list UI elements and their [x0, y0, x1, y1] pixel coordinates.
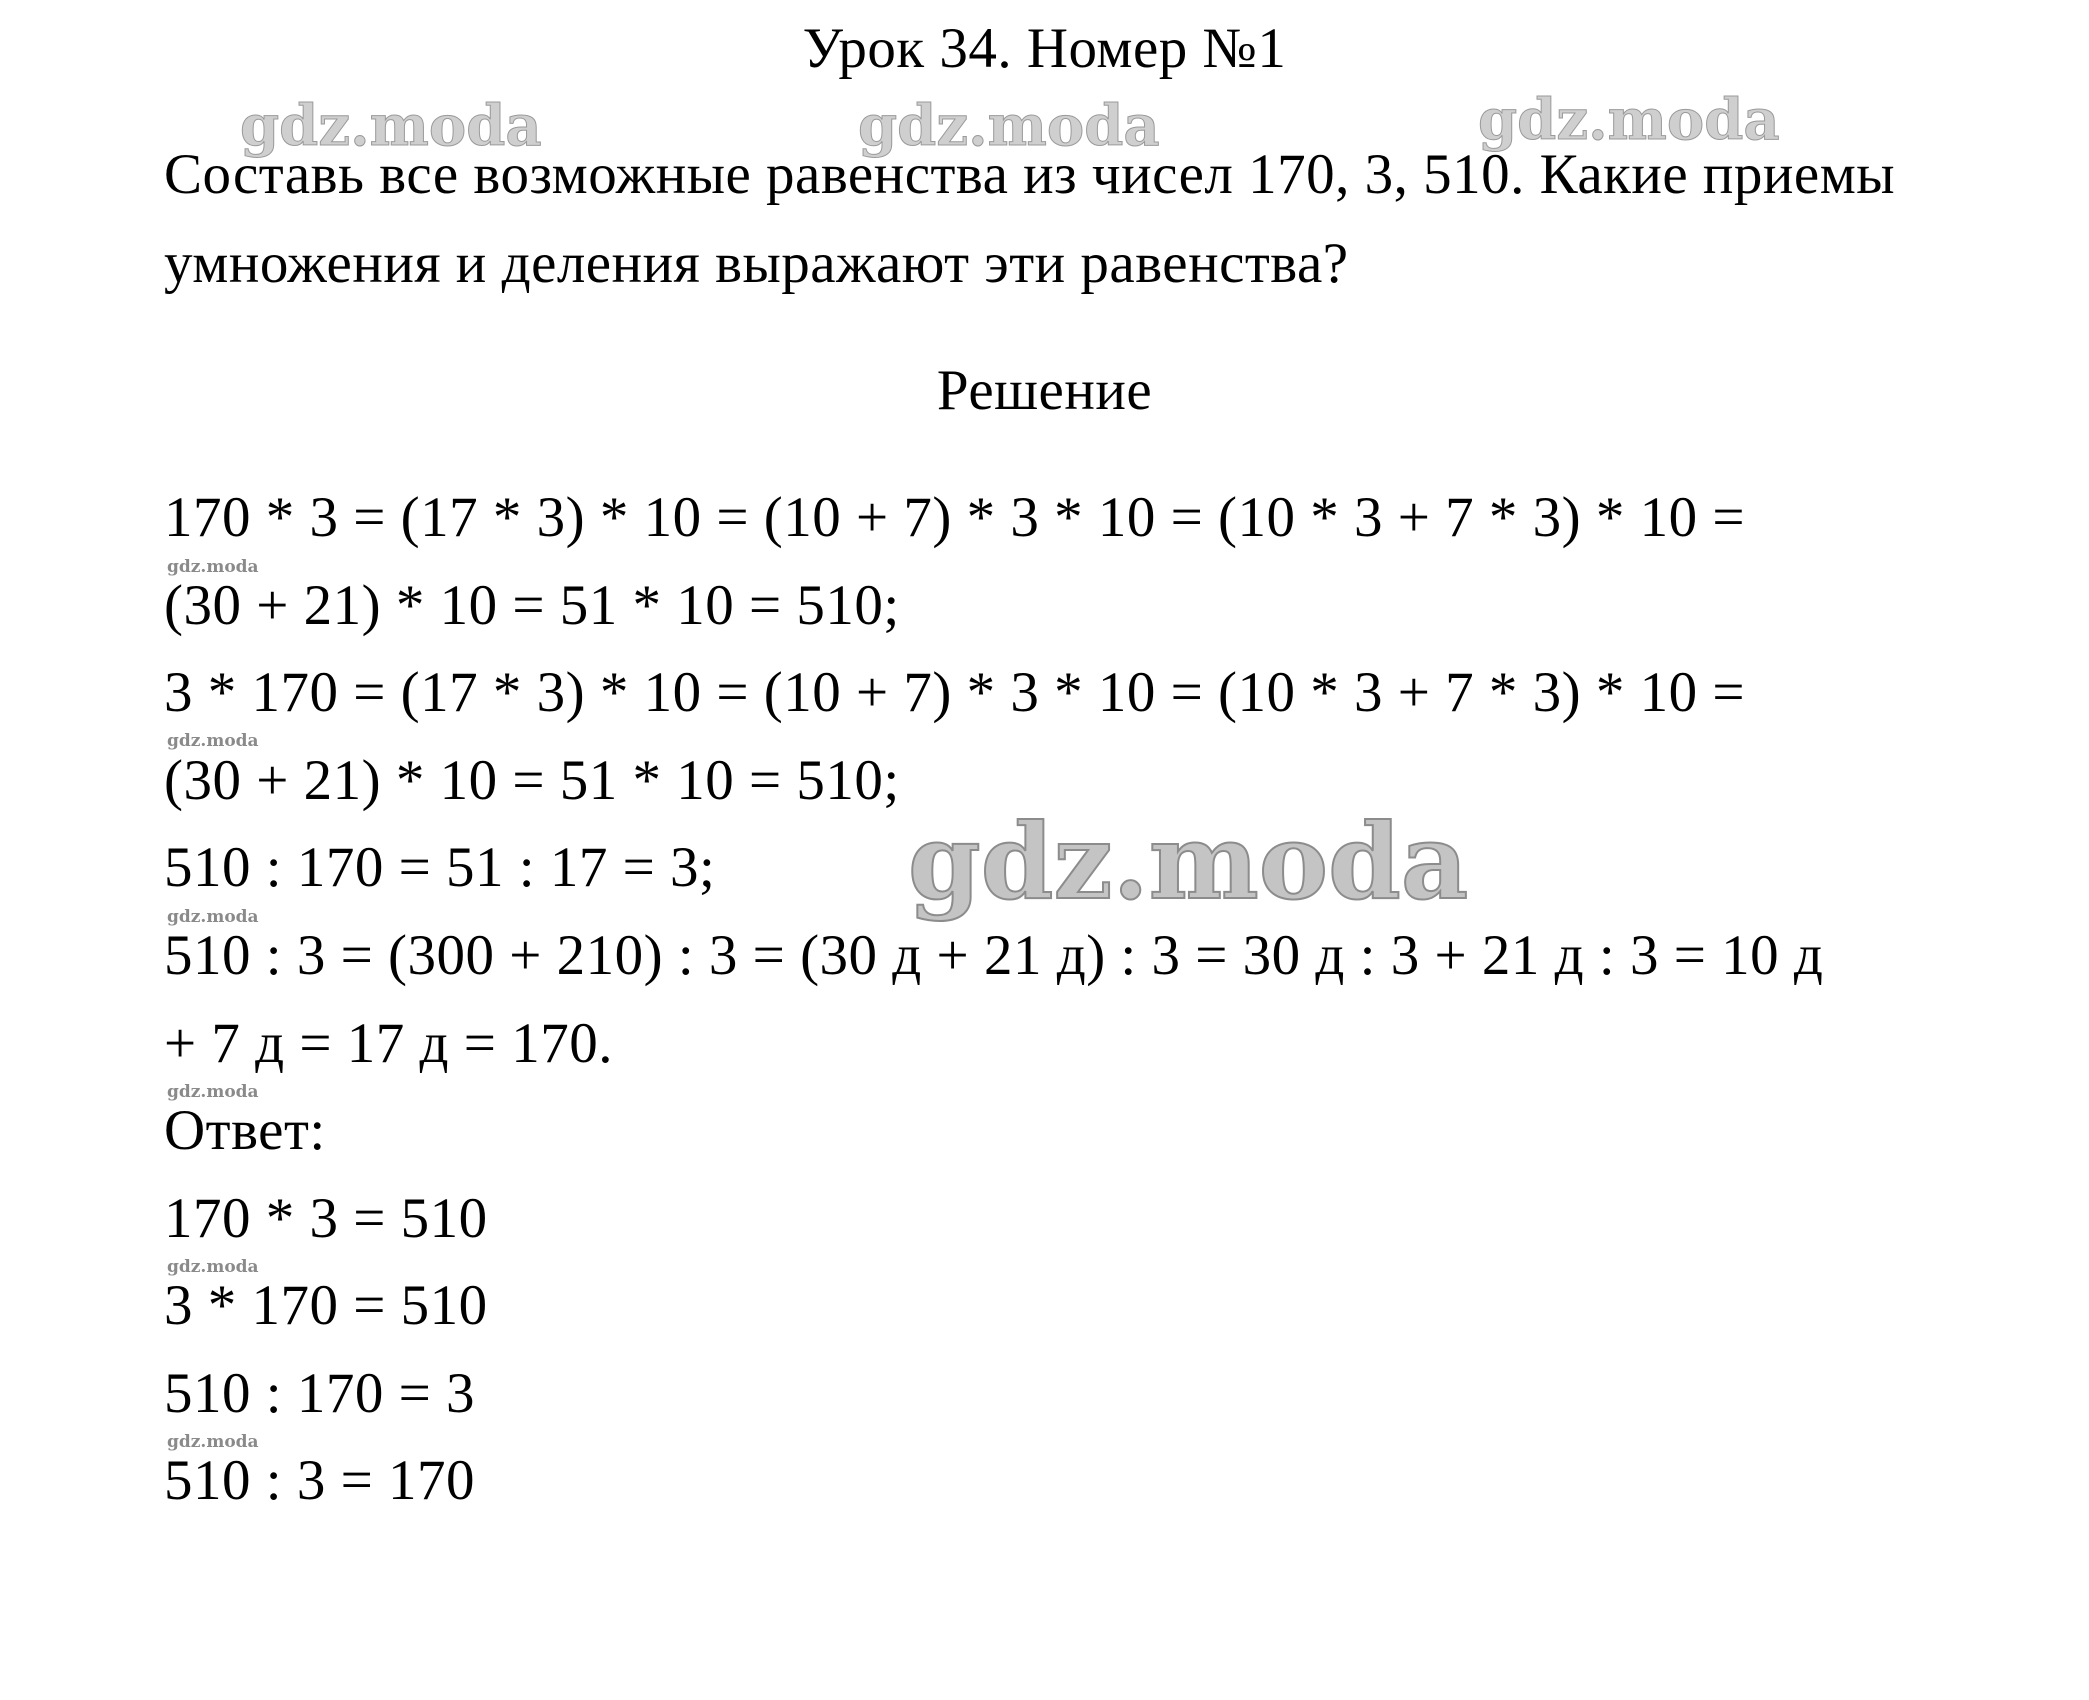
watermark-top-left: gdz.moda — [240, 93, 542, 159]
task-line-2: умножения и деления выражают эти равенства? — [164, 232, 1349, 295]
watermark-small-4: gdz.moda — [167, 1082, 259, 1102]
solution-heading: Решение — [936, 359, 1153, 422]
answer-line-3: 510 : 170 = 3 — [164, 1362, 475, 1425]
answer-line-1: 170 * 3 = 510 — [164, 1187, 488, 1250]
solution-line-1: 170 * 3 = (17 * 3) * 10 = (10 + 7) * 3 * 10 = (10 * 3 + 7 * 3) * 10 = — [164, 486, 1746, 549]
solution-line-6: 510 : 3 = (300 + 210) : 3 = (30 д + 21 д) : 3 = 30 д : 3 + 21 д : 3 = 10 д — [164, 924, 1824, 987]
solution-line-7: + 7 д = 17 д = 170. — [164, 1012, 613, 1075]
watermark-small-2: gdz.moda — [167, 731, 259, 751]
watermark-top-right: gdz.moda — [1478, 87, 1780, 153]
watermark-center: gdz.moda — [908, 800, 1469, 923]
solution-line-5: 510 : 170 = 51 : 17 = 3; — [164, 836, 716, 899]
solution-line-2: (30 + 21) * 10 = 51 * 10 = 510; — [164, 574, 900, 637]
watermark-small-6: gdz.moda — [167, 1432, 259, 1452]
answer-line-2: 3 * 170 = 510 — [164, 1274, 488, 1337]
solution-line-3: 3 * 170 = (17 * 3) * 10 = (10 + 7) * 3 * 10 = (10 * 3 + 7 * 3) * 10 = — [164, 661, 1746, 724]
watermark-small-5: gdz.moda — [167, 1257, 259, 1277]
watermark-top-center: gdz.moda — [858, 93, 1160, 159]
watermark-small-1: gdz.moda — [167, 557, 259, 577]
answer-label: Ответ: — [164, 1099, 326, 1162]
task-line-1: Составь все возможные равенства из чисел 170, 3, 510. Какие приемы — [164, 143, 1896, 206]
page-title: Урок 34. Номер №1 — [802, 17, 1287, 80]
answer-line-4: 510 : 3 = 170 — [164, 1449, 475, 1512]
watermark-small-3: gdz.moda — [167, 907, 259, 927]
solution-line-4: (30 + 21) * 10 = 51 * 10 = 510; — [164, 749, 900, 812]
